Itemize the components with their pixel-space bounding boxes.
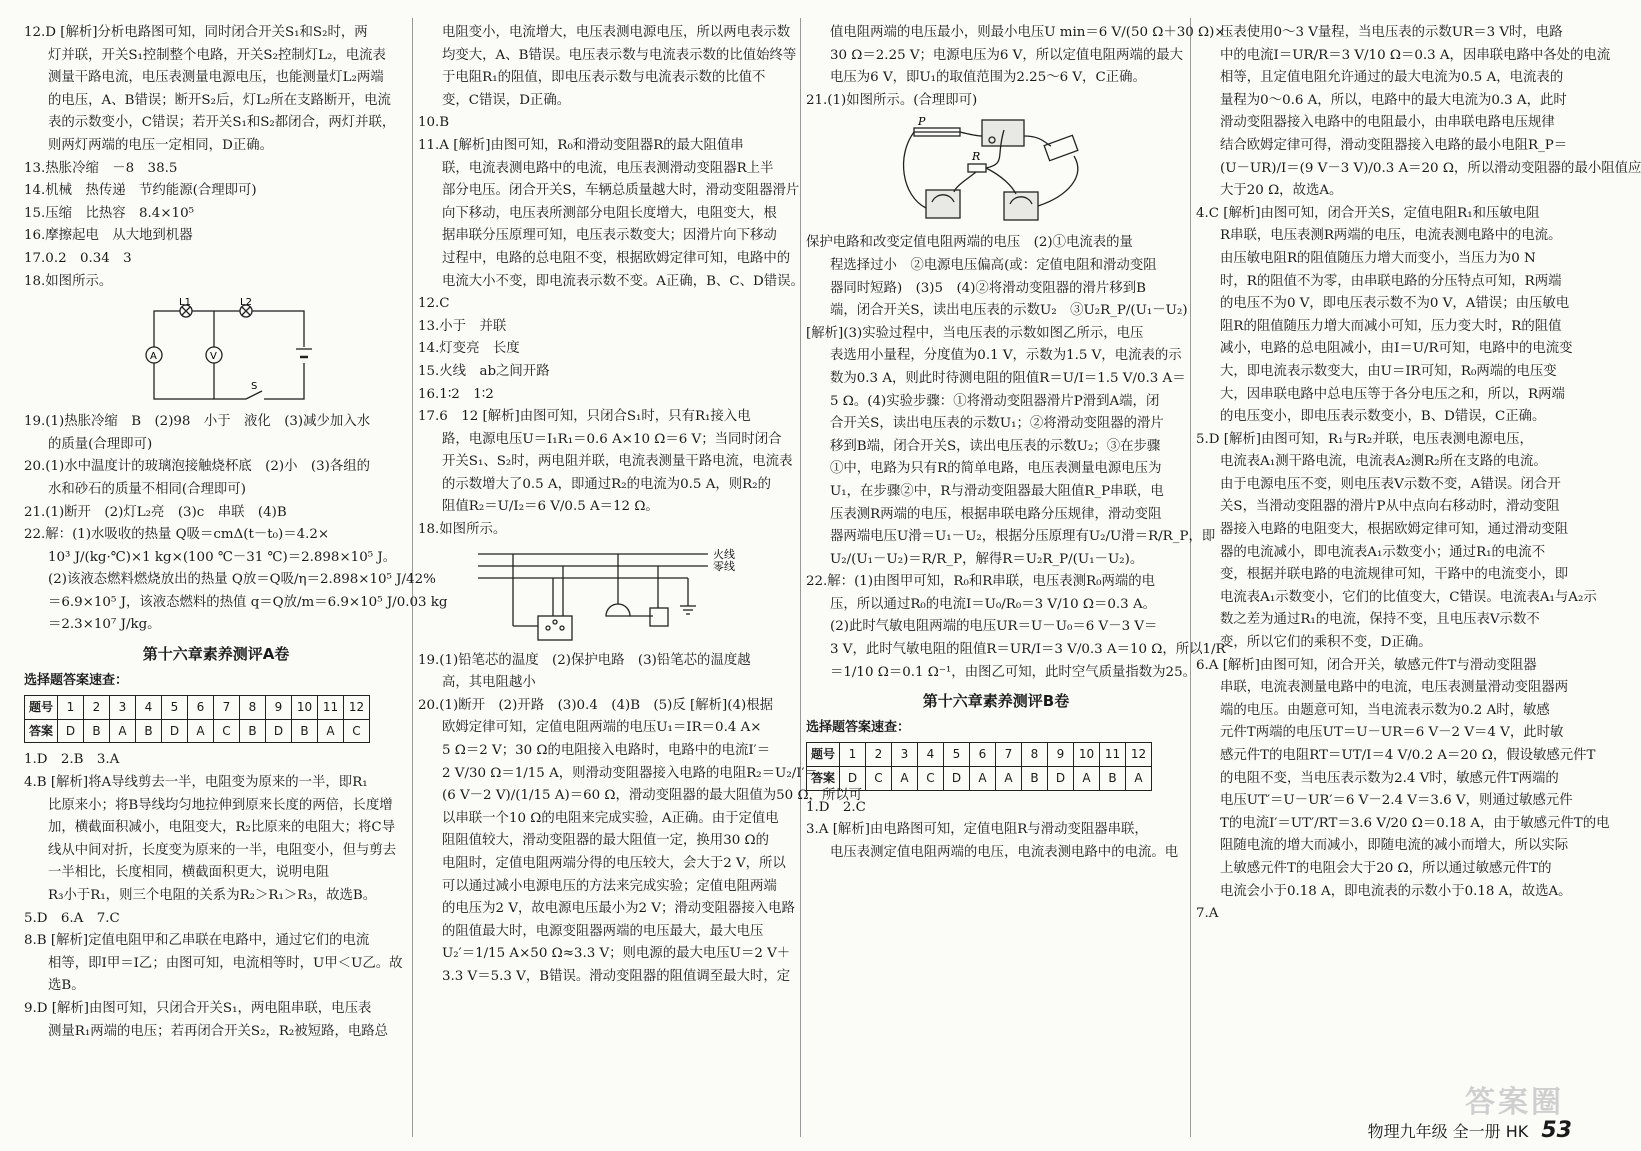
text-line: ＝1/10 Ω＝0.1 Ω⁻¹，由图乙可知，此时空气质量指数为25。 — [830, 664, 1196, 680]
table-cell: A — [892, 767, 918, 791]
text-line: 的示数增大了0.5 A，即通过R₂的电流为0.5 A，则R₂的 — [442, 476, 771, 492]
table-cell: 7 — [996, 743, 1022, 767]
row-label: 答案 — [25, 719, 58, 743]
table-cell: 3 — [892, 743, 918, 767]
text-line: 于电阻R₁的阻值，即电压表示数与电流表示数的比值不 — [442, 70, 766, 86]
table-cell: 10 — [1074, 743, 1100, 767]
answer-table-b — [806, 742, 1152, 790]
row-label: 题号 — [807, 743, 840, 767]
text-line: 据串联分压原理可知，电压表示数变大；因滑片向下移动 — [442, 228, 777, 244]
answer-block-b-1-3 — [806, 797, 1186, 865]
text-line: 5.D 6.A 7.C — [24, 910, 120, 926]
text-line: 压表使用0～3 V量程，当电压表的示数UR＝3 V时，电路 — [1220, 25, 1563, 40]
text-line: 9.D [解析]由图可知，只闭合开关S₁，两电阻串联，电压表 — [24, 1000, 372, 1016]
text-line: 16.1∶2 1∶2 — [418, 386, 494, 402]
text-line: 时，R的阻值不为零，由串联电路的分压特点可知，R两端 — [1220, 273, 1562, 289]
page-footer — [1368, 1118, 1572, 1143]
text-line: 元件T两端的电压UT＝U－UR＝6 V－2 V＝4 V，此时敏 — [1220, 725, 1564, 741]
table-cell: 4 — [918, 743, 944, 767]
text-line: T的电流I′＝UT′/RT＝3.6 V/20 Ω＝0.18 A，由于敏感元件T的电 — [1220, 815, 1610, 831]
text-line: 5 Ω。(4)实验步骤：①将滑动变阻器滑片P滑到A端，闭 — [830, 393, 1160, 409]
page-number: 53 — [1541, 1118, 1572, 1143]
table-cell: D — [1048, 767, 1074, 791]
table-cell: 1 — [840, 743, 866, 767]
text-line: 测量干路电流，电压表测量电源电压，也能测量灯L₂两端 — [48, 70, 384, 86]
table-cell: 6 — [970, 743, 996, 767]
text-line: (2)此时气敏电阻两端的电压UR＝U－U₀＝6 V－3 V＝ — [830, 619, 1158, 635]
text-line: 相等，即I甲＝I乙；由图可知，电流相等时，U甲＜U乙。故 — [48, 955, 403, 971]
text-line: 5 Ω＝2 V；30 Ω的电阻接入电路时，电路中的电流I′＝ — [442, 743, 771, 759]
text-line: 2 V/30 Ω＝1/15 A，则滑动变阻器接入电路的电阻R₂＝U₂/I′＝ — [442, 765, 818, 781]
text-line: 滑动变阻器接入电路中的电阻最小，由串联电路电压规律 — [1220, 115, 1555, 131]
table-row — [25, 719, 370, 743]
text-line: 比原来小；将B导线均匀地拉伸到原来长度的两倍，长度增 — [48, 797, 393, 813]
text-line: 数之差为通过R₁的电流，保持不变，且电压表V示数不 — [1220, 612, 1540, 628]
text-line: 选B。 — [48, 978, 85, 994]
text-line: 压表测R两端的电压，根据串联电路分压规律，滑动变阻 — [830, 506, 1162, 522]
column-divider — [800, 18, 801, 1137]
text-line: 的质量(合理即可) — [48, 436, 153, 452]
text-line: 14.机械 热传递 节约能源(合理即可) — [24, 183, 257, 199]
text-line: [解析](3)实验过程中，当电压表的示数如图乙所示，电压 — [806, 325, 1144, 341]
table-cell: D — [58, 719, 84, 743]
text-line: 19.(1)铅笔芯的温度 (2)保护电路 (3)铅笔芯的温度越 — [418, 652, 751, 668]
label-slider-p: P — [918, 115, 926, 129]
text-line: 由于电源电压不变，则电压表V示数不变，A错误。闭合开 — [1220, 476, 1561, 492]
row-label: 答案 — [807, 767, 840, 791]
text-line: 器同时短路) (3)5 (4)②将滑动变阻器的滑片移到B — [830, 280, 1146, 296]
circuit-diagram-18 — [24, 297, 408, 407]
text-line: 移到B端，闭合开关S，读出电压表的示数U₂；③在步骤 — [830, 438, 1161, 454]
text-line: 高，其电阻越小 — [442, 675, 536, 691]
table-cell: 8 — [240, 696, 266, 720]
table-cell: B — [136, 719, 162, 743]
text-line: 上敏感元件T的电阻会大于20 Ω，所以通过敏感元件T的 — [1220, 860, 1552, 876]
text-line: 减小，电路的总电阻减小，由I＝U/R可知，电路中的电流变 — [1220, 341, 1573, 357]
table-cell: 4 — [136, 696, 162, 720]
table-cell: D — [944, 767, 970, 791]
text-line: 测量R₁两端的电压；若再闭合开关S₂，R₂被短路，电路总 — [48, 1023, 389, 1039]
text-line: U₂/(U₁－U₂)＝R/R_P，解得R＝U₂R_P/(U₁－U₂)。 — [830, 551, 1144, 567]
text-line: 10³ J/(kg·℃)×1 kg×(100 ℃－31 ℃)＝2.898×10⁵ J。 — [48, 549, 397, 565]
answer-block-a-1-9 — [24, 749, 408, 1043]
label-l1: L1 — [179, 297, 191, 309]
table-cell: 11 — [1100, 743, 1126, 767]
table-cell: B — [240, 719, 266, 743]
text-line: 12.C — [418, 296, 450, 312]
label-zero-wire: 零线 — [713, 559, 735, 573]
text-line: 20.(1)断开 (2)开路 (3)0.4 (4)B (5)反 [解析](4)根据 — [418, 697, 774, 713]
table-cell: B — [84, 719, 110, 743]
text-line: 电阻变小，电流增大，电压表测电源电压，所以两电表示数 — [442, 25, 791, 40]
text-line: 阻随电流的增大而减小，即随电流的减小而增大，所以实际 — [1220, 838, 1569, 854]
text-line: (2)该液态燃料燃烧放出的热量 Q放＝Q吸/η＝2.898×10⁵ J/42% — [48, 572, 436, 588]
text-line: 的电阻不变，当电压表示数为2.4 V时，敏感元件T两端的 — [1220, 770, 1559, 786]
text-line: 压，所以通过R₀的电流I＝U₀/R₀＝3 V/10 Ω＝0.3 A。 — [830, 596, 1157, 612]
text-line: 程选择过小 ②电源电压偏高(或：定值电阻和滑动变阻 — [830, 257, 1157, 273]
table-cell: D — [162, 719, 188, 743]
text-line: 合开关S，读出电压表的示数U₁；②将滑动变阻器的滑片 — [830, 416, 1164, 432]
section-title-b: 第十六章素养测评B卷 — [922, 692, 1070, 711]
text-line: U₁，在步骤②中，R与滑动变阻器最大阻值R_P串联，电 — [830, 483, 1164, 499]
text-line: 向下移动，电压表所测部分电阻长度增大，电阻变大，根 — [442, 205, 777, 221]
text-line: 阻R的阻值随压力增大而减小可知，压力变大时，R的阻值 — [1220, 318, 1562, 334]
text-line: 的电压为2 V，故电源电压最小为2 V；滑动变阻器接入电路 — [442, 901, 795, 917]
wiring-diagram-18 — [418, 546, 796, 646]
text-line: 的电压，A、B错误；断开S₂后，灯L₂所在支路断开，电流 — [48, 92, 391, 108]
table-cell: 10 — [292, 696, 318, 720]
table-cell: 5 — [162, 696, 188, 720]
text-line: 以串联一个10 Ω的电阻来完成实验，A正确。由于定值电 — [442, 810, 779, 826]
answer-block-3-7 — [1196, 22, 1641, 926]
text-line: 大，即电流表示数变大，由U＝IR可知，R₀两端的电压变 — [1220, 363, 1557, 379]
text-line: 17.6 12 [解析]由图可知，只闭合S₁时，只有R₁接入电 — [418, 409, 751, 425]
table-cell: D — [840, 767, 866, 791]
text-line: 电流会小于0.18 A，即电流表的示数小于0.18 A，故选A。 — [1220, 883, 1572, 899]
label-switch: S — [251, 381, 258, 393]
table-cell: A — [1126, 767, 1152, 791]
text-line: 4.B [解析]将A导线剪去一半，电阻变为原来的一半，即R₁ — [24, 775, 368, 791]
table-cell: 3 — [110, 696, 136, 720]
text-line: 8.B [解析]定值电阻甲和乙串联在电路中，通过它们的电流 — [24, 933, 370, 949]
footer-subject: 物理九年级 全一册 HK — [1367, 1122, 1529, 1141]
text-line: 7.A — [1196, 906, 1219, 922]
column-4 — [1196, 22, 1641, 926]
text-line: 路，电源电压U＝I₁R₁＝0.6 A×10 Ω＝6 V；当同时闭合 — [442, 431, 782, 447]
table-cell: 9 — [266, 696, 292, 720]
text-line: 表选用小量程，分度值为0.1 V，示数为1.5 V，电流表的示 — [830, 348, 1182, 364]
text-line: 11.A [解析]由图可知，R₀和滑动变阻器R的最大阻值串 — [418, 137, 744, 153]
table-cell: 12 — [344, 696, 370, 720]
table-cell: B — [1100, 767, 1126, 791]
text-line: 则两灯两端的电压一定相同，D正确。 — [48, 137, 273, 153]
label-voltmeter: V — [210, 351, 217, 363]
text-line: 20.(1)水中温度计的玻璃泡接触烧杯底 (2)小 (3)各组的 — [24, 459, 371, 475]
text-line: 18.如图所示。 — [418, 522, 507, 538]
table-cell: A — [188, 719, 214, 743]
text-line: R串联，电压表测R两端的电压，电流表测电路中的电流。 — [1220, 228, 1562, 244]
text-line: 6.A [解析]由图可知，闭合开关，敏感元件T与滑动变阻器 — [1196, 657, 1537, 673]
text-line: 阻阻值较大，滑动变阻器的最大阻值一定，换用30 Ω的 — [442, 833, 769, 849]
text-line: 端，闭合开关S，读出电压表的示数U₂ ③U₂R_P/(U₁－U₂) — [830, 303, 1188, 319]
text-line: 12.D [解析]分析电路图可知，同时闭合开关S₁和S₂时，两 — [24, 25, 368, 40]
text-line: 关S，当滑动变阻器的滑片P从中点向右移动时，滑动变阻 — [1220, 499, 1560, 515]
table-cell: A — [1074, 767, 1100, 791]
table-cell: 8 — [1022, 743, 1048, 767]
text-line: 13.小于 并联 — [418, 318, 507, 334]
table-cell: 1 — [58, 696, 84, 720]
label-l2: L2 — [240, 297, 252, 309]
text-line: ①中，电路为只有R的简单电路，电压表测量电源电压为 — [830, 461, 1162, 477]
text-line: 变，C错误，D正确。 — [442, 92, 571, 108]
text-line: 30 Ω＝2.25 V；电源电压为6 V，所以定值电阻两端的最大 — [830, 47, 1184, 63]
text-line: 的电压不为0 V，即电压表示数不为0 V，A错误；由压敏电 — [1220, 296, 1570, 312]
text-line: 16.摩擦起电 从大地到机器 — [24, 228, 193, 244]
table-cell: 12 — [1126, 743, 1152, 767]
table-cell: C — [344, 719, 370, 743]
text-line: 17.0.2 0.34 3 — [24, 250, 132, 266]
text-line: 的阻值最大时，电源变阻器两端的电压最大，最大电压 — [442, 923, 764, 939]
answer-block-12-18 — [24, 22, 408, 293]
text-line: 灯并联，开关S₁控制整个电路，开关S₂控制灯L₂，电流表 — [48, 47, 386, 63]
text-line: 的电压变小，即电压表示数变小，B、D错误，C正确。 — [1220, 409, 1546, 425]
text-line: 5.D [解析]由图可知，R₁与R₂并联，电压表测电源电压， — [1196, 431, 1533, 447]
text-line: R₃小于R₁，则三个电阻的关系为R₂＞R₁＞R₃，故选B。 — [48, 888, 377, 903]
text-line: 结合欧姆定律可得，滑动变阻器接入电路的最小电阻R_P＝ — [1220, 137, 1568, 153]
text-line: 电阻时，定值电阻两端分得的电压较大，会大于2 V，所以 — [442, 856, 786, 871]
table-cell: B — [292, 719, 318, 743]
table-cell: 2 — [866, 743, 892, 767]
text-line: 表的示数变小，C错误；若开关S₁和S₂都闭合，两灯并联， — [48, 115, 396, 131]
text-line: 15.压缩 比热容 8.4×10⁵ — [24, 205, 194, 221]
table-cell: C — [918, 767, 944, 791]
table-cell: A — [318, 719, 344, 743]
text-line: (6 V－2 V)/(1/15 A)＝60 Ω，滑动变阻器的最大阻值为50 Ω，所以可 — [442, 788, 863, 804]
table-cell: A — [970, 767, 996, 791]
table-cell: A — [996, 767, 1022, 791]
answer-block-20-21 — [806, 22, 1226, 112]
text-line: 加，横截面积减小，电阻变大，R₂比原来的电阻大；将C导 — [48, 820, 396, 836]
text-line: 18.如图所示。 — [24, 273, 113, 289]
text-line: 端的电压。由题意可知，当电流表示数为0.2 A时，敏感 — [1220, 702, 1550, 718]
text-line: 值电阻两端的电压最小，则最小电压U min＝6 V/(50 Ω＋30 Ω)× — [830, 25, 1226, 40]
text-line: 1.D 2.C — [806, 799, 866, 815]
table-cell: 7 — [214, 696, 240, 720]
text-line: 15.火线 ab之间开路 — [418, 363, 550, 379]
experiment-circuit-diagram — [806, 116, 1186, 228]
text-line: (U－UR)/I＝(9 V－3 V)/0.3 A＝20 Ω，所以滑动变阻器的最小阻值应 — [1220, 160, 1641, 176]
text-line: 电流表A₁示数变小，它们的比值变大，C错误。电流表A₁与A₂示 — [1220, 589, 1597, 605]
answer-block-21-22 — [806, 232, 1226, 684]
text-line: 相等，且定值电阻允许通过的最大电流为0.5 A，电流表的 — [1220, 70, 1564, 86]
text-line: 1.D 2.B 3.A — [24, 752, 120, 768]
text-line: 联，电流表测电路中的电流，电压表测滑动变阻器R上半 — [442, 160, 774, 176]
column-3 — [806, 22, 1226, 864]
table-row — [25, 696, 370, 720]
text-line: 欧姆定律可知，定值电阻两端的电压U₁＝IR＝0.4 A× — [442, 720, 762, 736]
text-line: 水和砂石的质量不相同(合理即可) — [48, 481, 246, 497]
text-line: 变，根据并联电路的电流规律可知，干路中的电流变小，即 — [1220, 567, 1569, 583]
text-line: 电流大小不变，即电流表示数不变。A正确，B、C、D错误。 — [442, 273, 804, 289]
text-line: 3.A [解析]由电路图可知，定值电阻R与滑动变阻器串联， — [806, 822, 1148, 838]
text-line: 保护电路和改变定值电阻两端的电压 (2)①电流表的量 — [806, 235, 1133, 251]
table-cell: B — [1022, 767, 1048, 791]
text-line: 部分电压。闭合开关S，车辆总质量越大时，滑动变阻器滑片 — [442, 183, 800, 199]
text-line: 一半相比，长度相同，横截面积更大，说明电阻 — [48, 865, 330, 881]
text-line: 感元件T的电阻RT＝UT/I＝4 V/0.2 A＝20 Ω，假设敏感元件T — [1220, 748, 1596, 763]
text-line: 中的电流I＝UR/R＝3 V/10 Ω＝0.3 A，因串联电路中各处的电流 — [1220, 47, 1611, 63]
quick-check-label: 选择题答案速查： — [806, 719, 911, 735]
text-line: 器的电流减小，即电流表A₁示数变小；通过R₁的电流不 — [1220, 544, 1546, 560]
text-line: 4.C [解析]由图可知，闭合开关S，定值电阻R₁和压敏电阻 — [1196, 205, 1540, 221]
answer-block-19-22 — [24, 411, 448, 637]
text-line: 器接入电路的电阻变大，根据欧姆定律可知，通过滑动变阻 — [1220, 522, 1569, 538]
text-line: ＝2.3×10⁷ J/kg。 — [48, 617, 161, 633]
text-line: 电压表测定值电阻两端的电压，电流表测电路中的电流。电 — [830, 844, 1179, 860]
table-row — [807, 767, 1152, 791]
text-line: 器两端电压U滑＝U₁－U₂，根据分压原理有U₂/U滑＝R/R_P，即 — [830, 529, 1216, 545]
text-line: U₂′＝1/15 A×50 Ω≈3.3 V；则电源的最大电压U＝2 V＋ — [442, 946, 791, 962]
watermark: 答案圈 — [1465, 1085, 1564, 1120]
text-line: 数为0.3 A，则此时待测电阻的阻值R＝U/I＝1.5 V/0.3 A＝ — [830, 370, 1186, 386]
text-line: 13.热胀冷缩 －8 38.5 — [24, 160, 178, 176]
text-line: 19.(1)热胀冷缩 B (2)98 小于 液化 (3)减少加入水 — [24, 414, 371, 430]
text-line: 14.灯变亮 长度 — [418, 341, 520, 357]
answer-table-a — [24, 695, 370, 743]
table-cell: 9 — [1048, 743, 1074, 767]
text-line: 电压UT′＝U－UR′＝6 V－2.4 V＝3.6 V，则通过敏感元件 — [1220, 793, 1573, 809]
label-resistor-r: R — [972, 150, 981, 164]
text-line: 22.解：(1)水吸收的热量 Q吸＝cmΔ(t－t₀)＝4.2× — [24, 527, 330, 543]
column-divider — [1190, 18, 1191, 1137]
text-line: ＝6.9×10⁵ J，该液态燃料的热值 q＝Q放/m＝6.9×10⁵ J/0.03 kg — [48, 594, 448, 610]
label-ammeter: A — [150, 351, 157, 363]
text-line: 3.3 V＝5.3 V，B错误。滑动变阻器的阻值调至最大时，定 — [442, 968, 791, 984]
text-line: 10.B — [418, 115, 450, 131]
text-line: 可以通过减小电源电压的方法来完成实验；定值电阻两端 — [442, 878, 777, 894]
text-line: 变，所以它们的乘积不变，D正确。 — [1220, 635, 1432, 651]
table-row — [807, 743, 1152, 767]
table-cell: C — [214, 719, 240, 743]
text-line: 量程为0～0.6 A，所以，电路中的最大电流为0.3 A，此时 — [1220, 92, 1567, 108]
table-cell: 5 — [944, 743, 970, 767]
table-cell: 11 — [318, 696, 344, 720]
text-line: 电流表A₁测干路电流，电流表A₂测R₂所在支路的电流。 — [1220, 454, 1547, 470]
table-cell: D — [266, 719, 292, 743]
text-line: 大，因串联电路中总电压等于各分电压之和，所以，R两端 — [1220, 386, 1565, 402]
text-line: 22.解：(1)由图甲可知，R₀和R串联，电压表测R₀两端的电 — [806, 574, 1156, 590]
text-line: 21.(1)断开 (2)灯L₂亮 (3)c 串联 (4)B — [24, 504, 287, 520]
row-label: 题号 — [25, 696, 58, 720]
text-line: 线从中间对折，长度变为原来的一半，电阻变小，但与剪去 — [48, 842, 397, 858]
text-line: 大于20 Ω，故选A。 — [1220, 183, 1343, 199]
text-line: 由压敏电阻R的阻值随压力增大而变小，当压力为0 N — [1220, 250, 1536, 266]
text-line: 21.(1)如图所示。(合理即可) — [806, 92, 978, 108]
table-cell: 6 — [188, 696, 214, 720]
label-fire-wire: 火线 — [713, 547, 735, 561]
table-cell: C — [866, 767, 892, 791]
text-line: 串联，电流表测量电路中的电流，电压表测量滑动变阻器两 — [1220, 680, 1569, 696]
text-line: 3 V，此时气敏电阻的阻值R＝UR/I＝3 V/0.3 A＝10 Ω，所以1/R — [830, 642, 1226, 658]
text-line: 阻值R₂＝U/I₂＝6 V/0.5 A＝12 Ω。 — [442, 499, 659, 515]
section-title-a: 第十六章素养测评A卷 — [142, 645, 290, 664]
quick-check-label: 选择题答案速查： — [24, 672, 129, 688]
answer-block-9-18 — [418, 22, 804, 542]
text-line: 过程中，电路的总电阻不变，根据欧姆定律可知，电路中的 — [442, 250, 791, 266]
text-line: 开关S₁、S₂时，两电阻并联，电流表测量干路电流，电流表 — [442, 454, 793, 470]
table-cell: 2 — [84, 696, 110, 720]
text-line: 电压为6 V，即U₁的取值范围为2.25～6 V，C正确。 — [830, 70, 1146, 86]
table-cell: A — [110, 719, 136, 743]
text-line: 均变大，A、B错误。电压表示数与电流表示数的比值始终等 — [442, 47, 797, 63]
